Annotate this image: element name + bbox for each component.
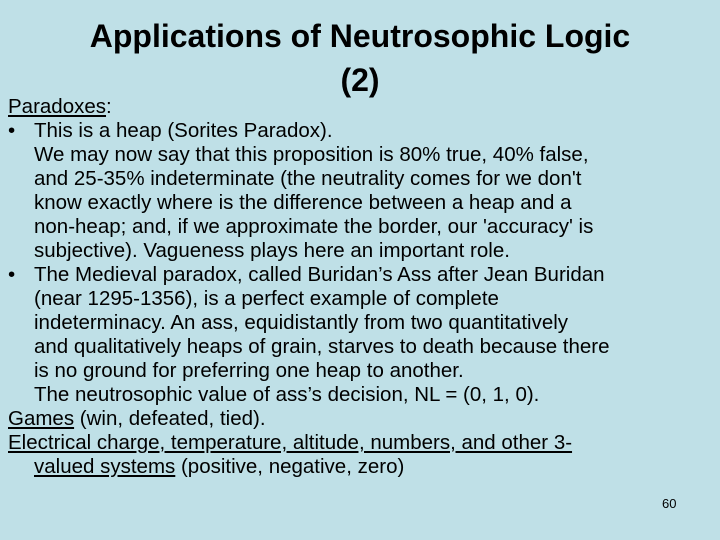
bullet-sorites-line-6: subjective). Vagueness plays here an important role. bbox=[34, 239, 510, 262]
bullet-buridan-line-3: indeterminacy. An ass, equidistantly from two quantitatively bbox=[34, 311, 569, 334]
bullet-sorites-line-5: non‑heap; and, if we approximate the border, our 'accuracy' is bbox=[34, 215, 594, 238]
bullet-buridan-line-1 bbox=[8, 263, 712, 287]
paradoxes-colon: : bbox=[106, 95, 112, 118]
electrical-rest: (positive, negative, zero) bbox=[175, 455, 405, 478]
bullet-buridan-line-4: and qualitatively heaps of grain, starves to death because there bbox=[34, 335, 610, 358]
games-text: (win, defeated, tied). bbox=[74, 407, 266, 430]
bullet-sorites-text-1: This is a heap (Sorites Paradox). bbox=[34, 119, 333, 142]
bullet-marker: • bbox=[8, 119, 16, 142]
bullet-sorites-line-3: and 25-35% indeterminate (the neutrality comes for we don't bbox=[34, 167, 582, 190]
slide-body bbox=[8, 95, 712, 479]
paradoxes-label: Paradoxes bbox=[8, 95, 107, 118]
bullet-sorites-line-1 bbox=[8, 119, 712, 143]
electrical-line-1: Electrical charge, temperature, altitude, numbers, and other 3- bbox=[8, 431, 573, 454]
bullet-marker: • bbox=[8, 263, 16, 286]
bullet-sorites bbox=[8, 119, 712, 263]
bullet-buridan bbox=[8, 263, 712, 407]
bullet-buridan-text-1: The Medieval paradox, called Buridan’s Ass after Jean Buridan bbox=[34, 263, 605, 286]
page-number: 60 bbox=[662, 496, 677, 511]
bullet-buridan-line-5: is no ground for preferring one heap to another. bbox=[34, 359, 464, 382]
slide-title-line-1: Applications of Neutrosophic Logic bbox=[89, 18, 631, 54]
slide-title bbox=[40, 14, 680, 102]
bullet-sorites-line-2: We may now say that this proposition is 80% true, 40% false, bbox=[34, 143, 589, 166]
games-label: Games bbox=[8, 407, 75, 430]
bullet-buridan-line-2: (near 1295-1356), is a perfect example of complete bbox=[34, 287, 499, 310]
games-line bbox=[8, 407, 712, 431]
slide-title-line-2: (2) bbox=[340, 62, 380, 98]
electrical-underlined: valued systems bbox=[34, 455, 176, 478]
bullet-sorites-line-4: know exactly where is the difference between a heap and a bbox=[34, 191, 572, 214]
bullet-buridan-line-6: The neutrosophic value of ass’s decision, NL = (0, 1, 0). bbox=[34, 383, 540, 406]
electrical-line-2 bbox=[8, 455, 712, 479]
paradoxes-heading bbox=[8, 95, 712, 119]
